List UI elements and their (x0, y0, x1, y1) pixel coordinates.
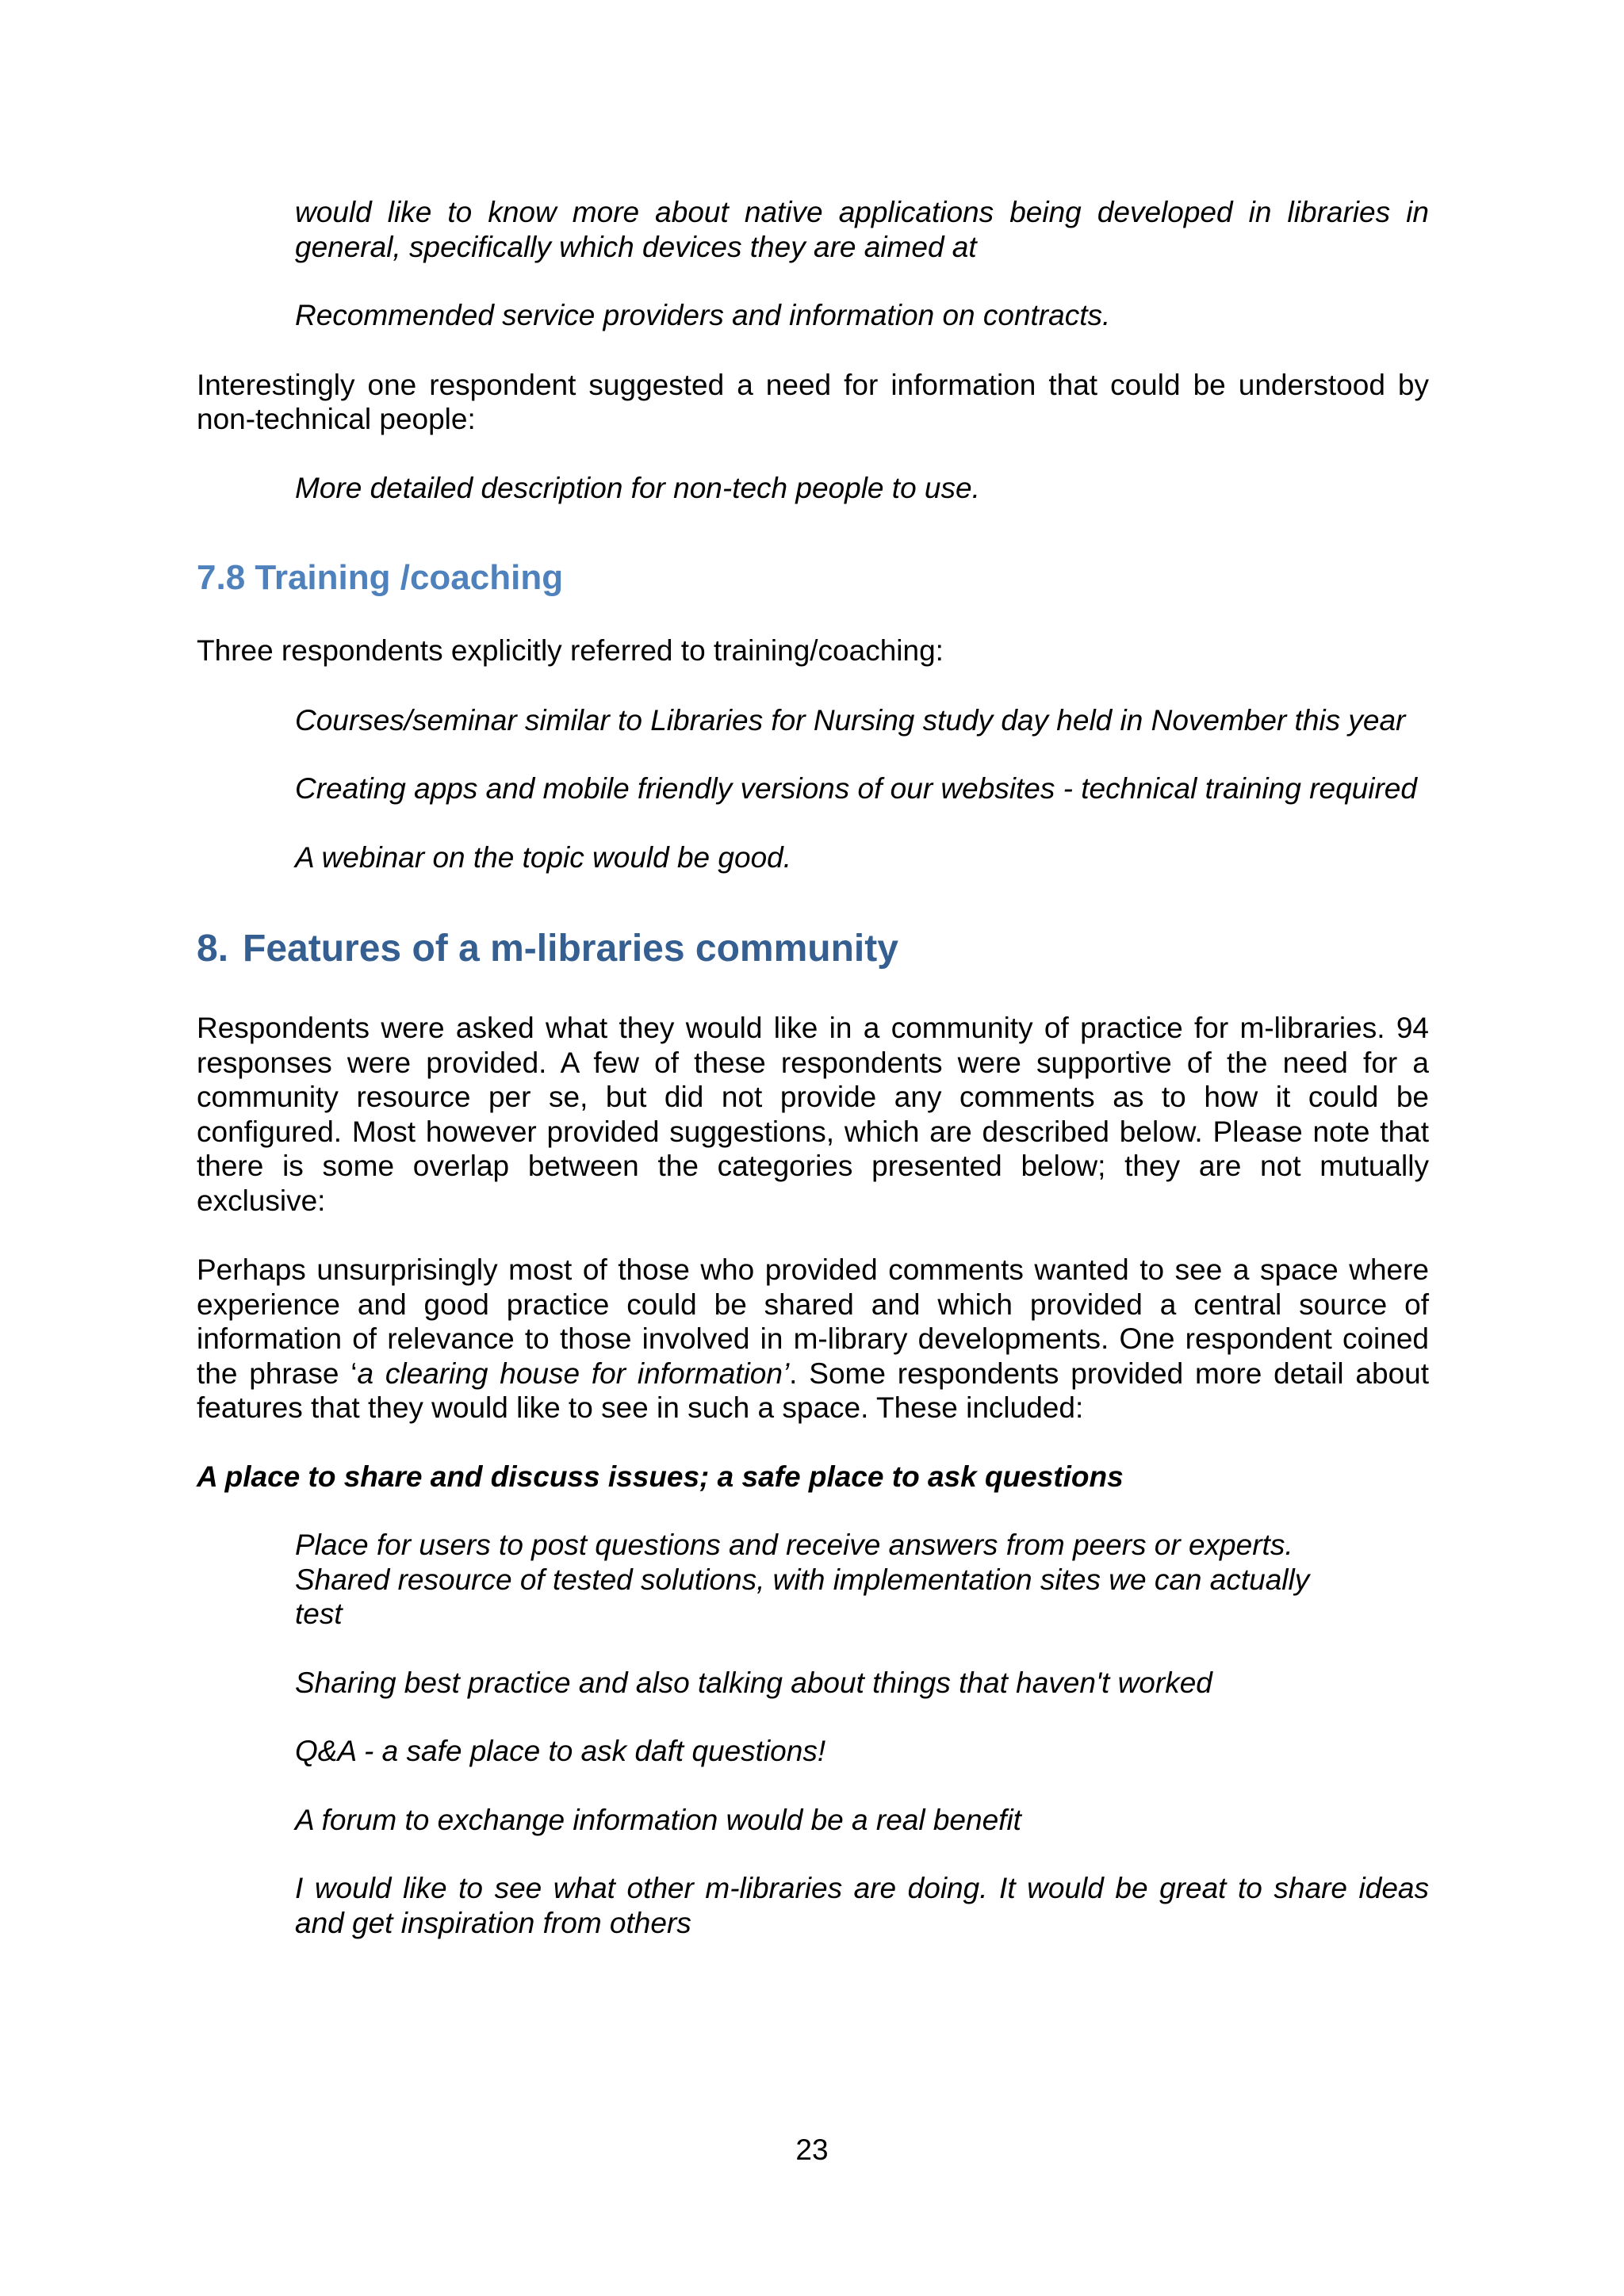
quote-nontech: More detailed description for non-tech people to use. (295, 471, 980, 504)
quote-other-m-libraries: I would like to see what other m-libraries are doing. It would be great to share ideas and get inspiration from others (295, 1872, 1429, 1939)
quote-line: Place for users to post questions and receive answers from peers or experts. (295, 1529, 1293, 1561)
quote-service-providers: Recommended service providers and information on contracts. (295, 299, 1111, 331)
quote-qa: Q&A - a safe place to ask daft questions! (295, 1735, 826, 1767)
quote-webinar: A webinar on the topic would be good. (295, 840, 792, 874)
page-content (197, 195, 1429, 1940)
quote-courses: Courses/seminar similar to Libraries for Nursing study day held in November this year (295, 703, 1406, 737)
paragraph-respondents-asked: Respondents were asked what they would like in a community of practice for m-libraries. 94 responses were provided. A few of these respondents were supportive of the need for a community resource per se, but did not provide any comments as to how it could be configured. Most however provided suggestions, which are described below. Please note that there is some overlap between the categories presented below; they are not mutually exclusive: (197, 1012, 1429, 1217)
quote-creating-apps: Creating apps and mobile friendly versions of our websites - technical training required (295, 772, 1417, 805)
para2-end: . Some respondents provided more detail about features that they would like to see in such a space. These included: (197, 1357, 1429, 1424)
paragraph-training-intro: Three respondents explicitly referred to training/coaching: (197, 634, 944, 667)
quote-line: test (295, 1598, 343, 1630)
quote-line: Shared resource of tested solutions, with implementation sites we can actually (295, 1563, 1310, 1596)
heading-training-coaching: 7.8 Training /coaching (197, 558, 564, 597)
para2-start: Perhaps unsurprisingly most of those who provided comments wanted to see a space where experience and good practice could be shared and which provided a central source of information of relevance to those involved in m-library developments. One respondent coined the phrase ‘ (197, 1253, 1429, 1390)
section-number: 8. (197, 928, 229, 970)
quote-native-apps: would like to know more about native applications being developed in libraries in general, specifically which devices they are aimed at (295, 196, 1429, 263)
section-title: Features of a m-libraries community (243, 928, 898, 970)
paragraph-nontech: Interestingly one respondent suggested a need for information that could be understood by non-technical people: (197, 368, 1429, 435)
subheading-safe-place: A place to share and discuss issues; a safe place to ask questions (197, 1460, 1124, 1493)
para2-italic-phrase: a clearing house for information’ (357, 1357, 790, 1390)
quote-sharing-best-practice: Sharing best practice and also talking about things that haven't worked (295, 1666, 1212, 1699)
paragraph-unsurprisingly (197, 1253, 1429, 1425)
quote-place-for-users (295, 1528, 1429, 1632)
quote-forum: A forum to exchange information would be a real benefit (295, 1803, 1021, 1836)
heading-features-community (197, 927, 1429, 971)
page-number: 23 (795, 2133, 829, 2166)
